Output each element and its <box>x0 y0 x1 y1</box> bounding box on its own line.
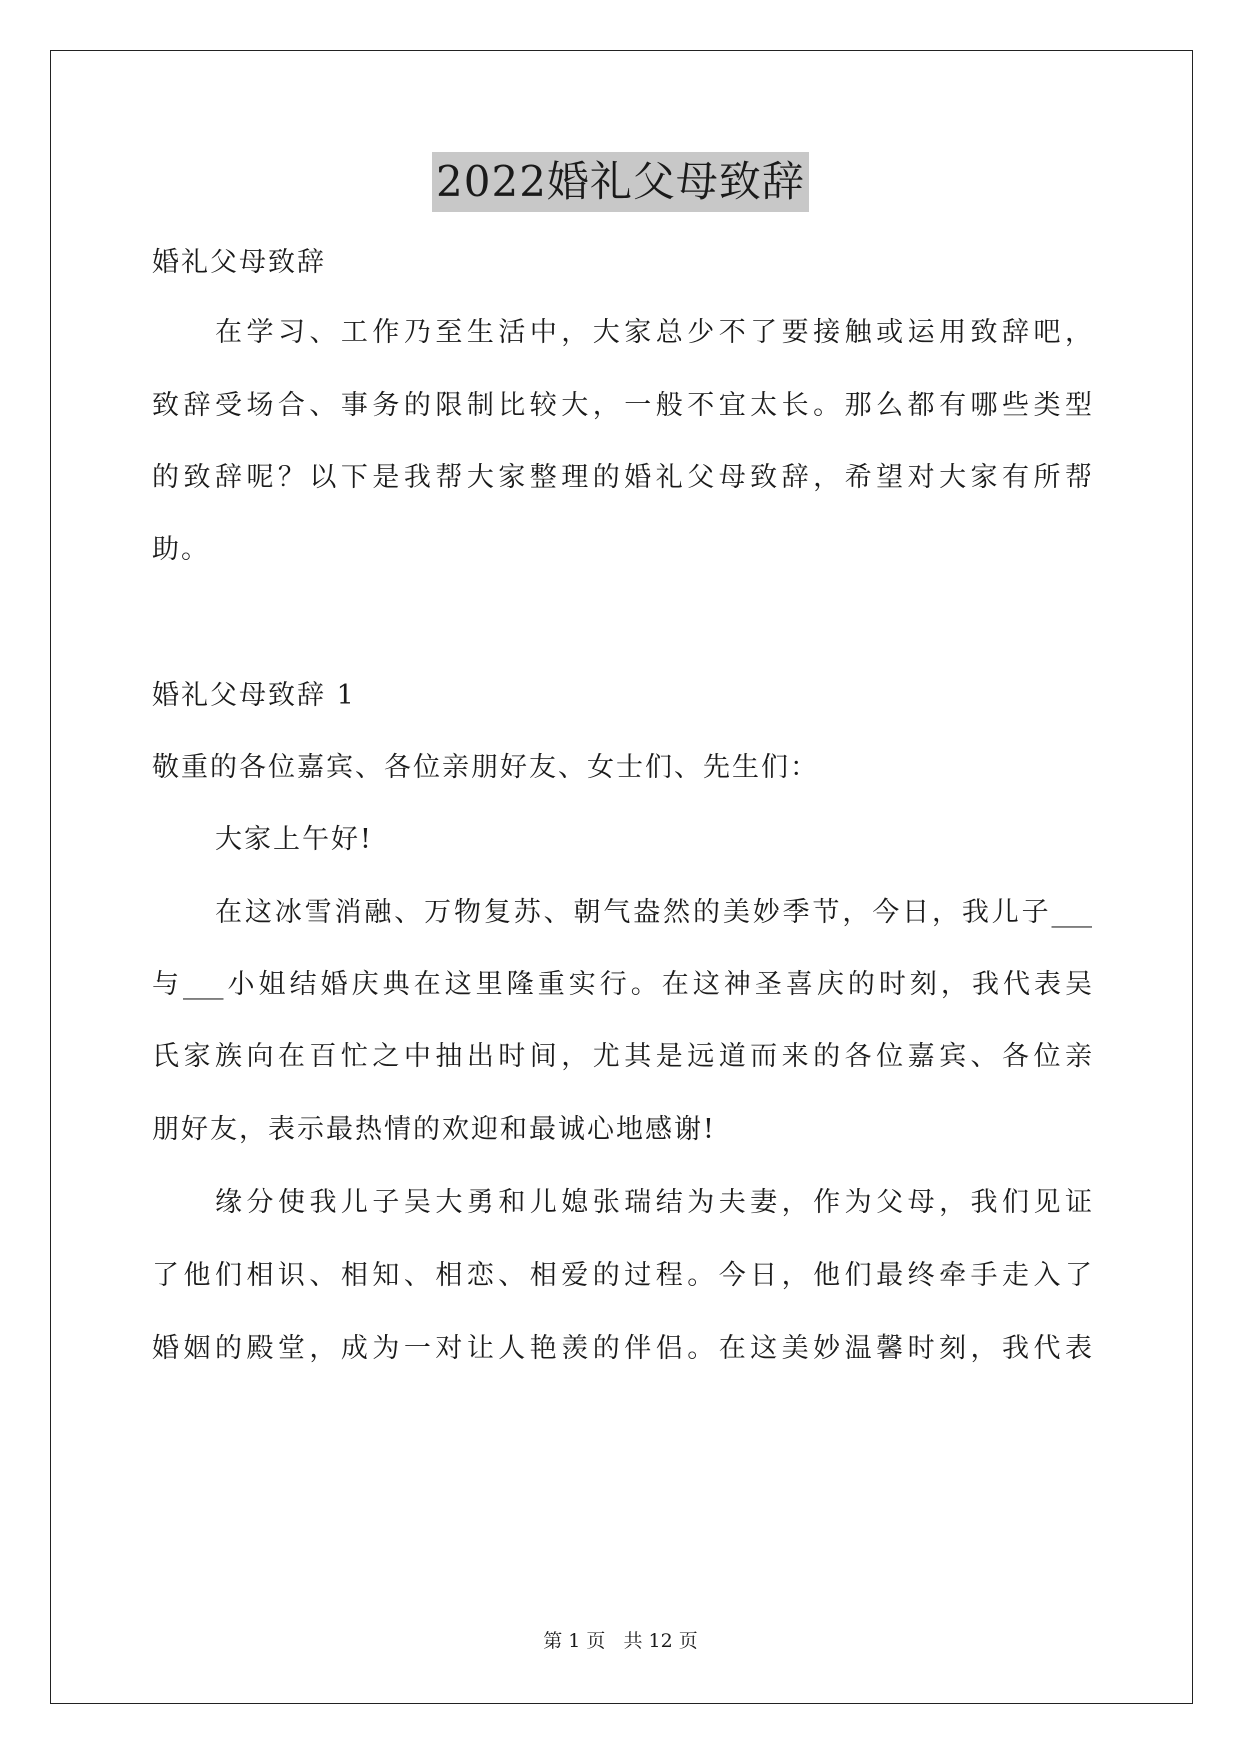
greeting-line: 大家上午好! <box>215 824 373 855</box>
paragraph-line: 在学习、工作乃至生活中，大家总少不了要接触或运用致辞吧， <box>215 317 1092 348</box>
document-title: 2022婚礼父母致辞 <box>432 152 809 212</box>
paragraph-line: 缘分使我儿子吴大勇和儿媳张瑞结为夫妻，作为父母，我们见证 <box>215 1187 1092 1218</box>
section-heading: 婚礼父母致辞 1 <box>152 680 356 711</box>
title-wrap <box>0 152 1241 212</box>
paragraph-line: 与___小姐结婚庆典在这里隆重实行。在这神圣喜庆的时刻，我代表吴 <box>152 969 1092 1000</box>
salutation-line: 敬重的各位嘉宾、各位亲朋好友、女士们、先生们： <box>152 752 819 783</box>
page-total: 共 12 页 <box>623 1630 698 1652</box>
subtitle-line: 婚礼父母致辞 <box>152 247 326 278</box>
page-border <box>50 50 1193 1704</box>
page-number: 第 1 页 <box>543 1630 606 1652</box>
paragraph-line: 助。 <box>152 534 210 565</box>
paragraph-line: 的致辞呢？以下是我帮大家整理的婚礼父母致辞，希望对大家有所帮 <box>152 462 1092 493</box>
page-footer <box>0 1627 1241 1655</box>
paragraph-line: 朋好友，表示最热情的欢迎和最诚心地感谢! <box>152 1114 716 1145</box>
paragraph-line: 婚姻的殿堂，成为一对让人艳羡的伴侣。在这美妙温馨时刻，我代表 <box>152 1333 1092 1364</box>
paragraph-line: 致辞受场合、事务的限制比较大，一般不宜太长。那么都有哪些类型 <box>152 390 1092 421</box>
paragraph-line: 氏家族向在百忙之中抽出时间，尤其是远道而来的各位嘉宾、各位亲 <box>152 1041 1092 1072</box>
paragraph-line: 了他们相识、相知、相恋、相爱的过程。今日，他们最终牵手走入了 <box>152 1260 1092 1291</box>
paragraph-line: 在这冰雪消融、万物复苏、朝气盎然的美妙季节，今日，我儿子___ <box>215 897 1092 928</box>
